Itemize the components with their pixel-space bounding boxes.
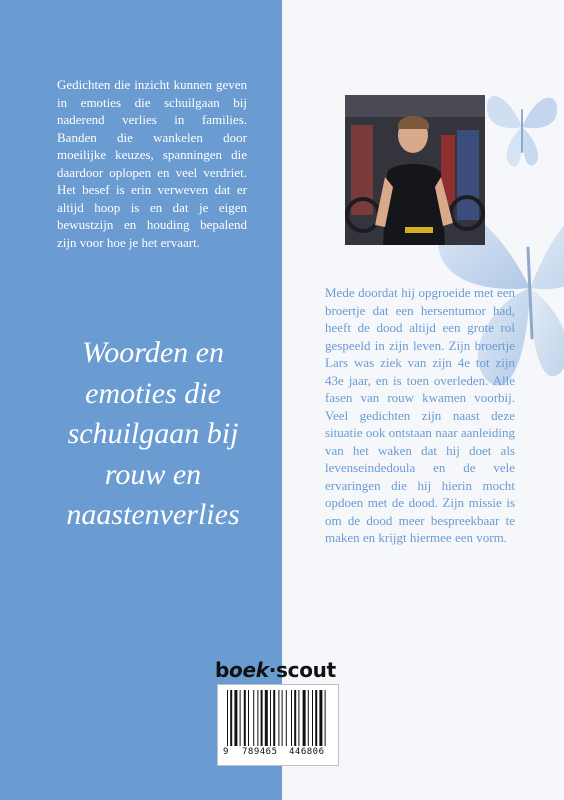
- butterfly-icon: [482, 82, 562, 172]
- isbn-group-2: 446806: [289, 747, 325, 757]
- isbn-prefix: 9: [223, 747, 229, 757]
- barcode-bar: [227, 690, 228, 746]
- barcode: [217, 684, 339, 766]
- barcode-bar: [265, 690, 268, 746]
- barcode-bar: [253, 690, 254, 746]
- author-bio: Mede doordat hij opgroeide met een broertje dat een hersentumor had, heeft de dood altijd een grote rol gespeeld in zijn leven. Zijn broertje Lars was ziek van zijn 4e tot zijn 43e jaar, en is toen overleden. Alle fasen van rouw kwamen voorbij. Veel gedichten zijn naast deze situatie ook ontstaan naar aanleiding van het waken dat hij doet als levenseindedoula en de vele ervaringen die hij hierin mocht opdoen met de dood. Zijn missie is om de dood meer bespreekbaar te maken en krijgt hiermee een vorm.: [325, 285, 515, 545]
- barcode-bar: [319, 690, 322, 746]
- barcode-bar: [291, 690, 292, 746]
- barcode-bar: [308, 690, 309, 746]
- publisher-logo-scout: ·scout: [268, 658, 336, 682]
- barcode-bar: [325, 690, 326, 746]
- tagline: Woorden en emoties die schuilgaan bij rouw en naastenverlies: [66, 336, 240, 531]
- barcode-bar: [282, 690, 283, 746]
- barcode-bar: [248, 690, 249, 746]
- publisher-logo-oek: oek: [229, 658, 269, 682]
- barcode-bar: [315, 690, 317, 746]
- publisher-logo: [215, 658, 340, 684]
- barcode-bar: [273, 690, 275, 746]
- barcode-bar: [312, 690, 313, 746]
- barcode-icon: [227, 690, 337, 746]
- barcode-bar: [244, 690, 246, 746]
- barcode-bar: [298, 690, 299, 746]
- barcode-bar: [303, 690, 306, 746]
- barcode-bar: [230, 690, 232, 746]
- barcode-bar: [257, 690, 258, 746]
- barcode-bar: [234, 690, 237, 746]
- barcode-bar: [294, 690, 296, 746]
- barcode-bar: [261, 690, 263, 746]
- publisher-logo-b: b: [215, 658, 230, 682]
- barcode-bar: [286, 690, 287, 746]
- barcode-bar: [278, 690, 279, 746]
- isbn-group-1: 789465: [242, 747, 278, 757]
- author-photo: [345, 95, 485, 245]
- barcode-bar: [240, 690, 241, 746]
- left-blurb: Gedichten die inzicht kunnen geven in emoties die schuilgaan bij naderend verlies in families. Banden die wankelen door moeilijke keuzes, spanningen die daardoor oplopen en veel verdriet. Het besef is erin verweven dat er altijd hoop is en dat je eigen bewustzijn en houding bepalend zijn voor hoe je het ervaart.: [57, 77, 247, 250]
- barcode-bar: [270, 690, 271, 746]
